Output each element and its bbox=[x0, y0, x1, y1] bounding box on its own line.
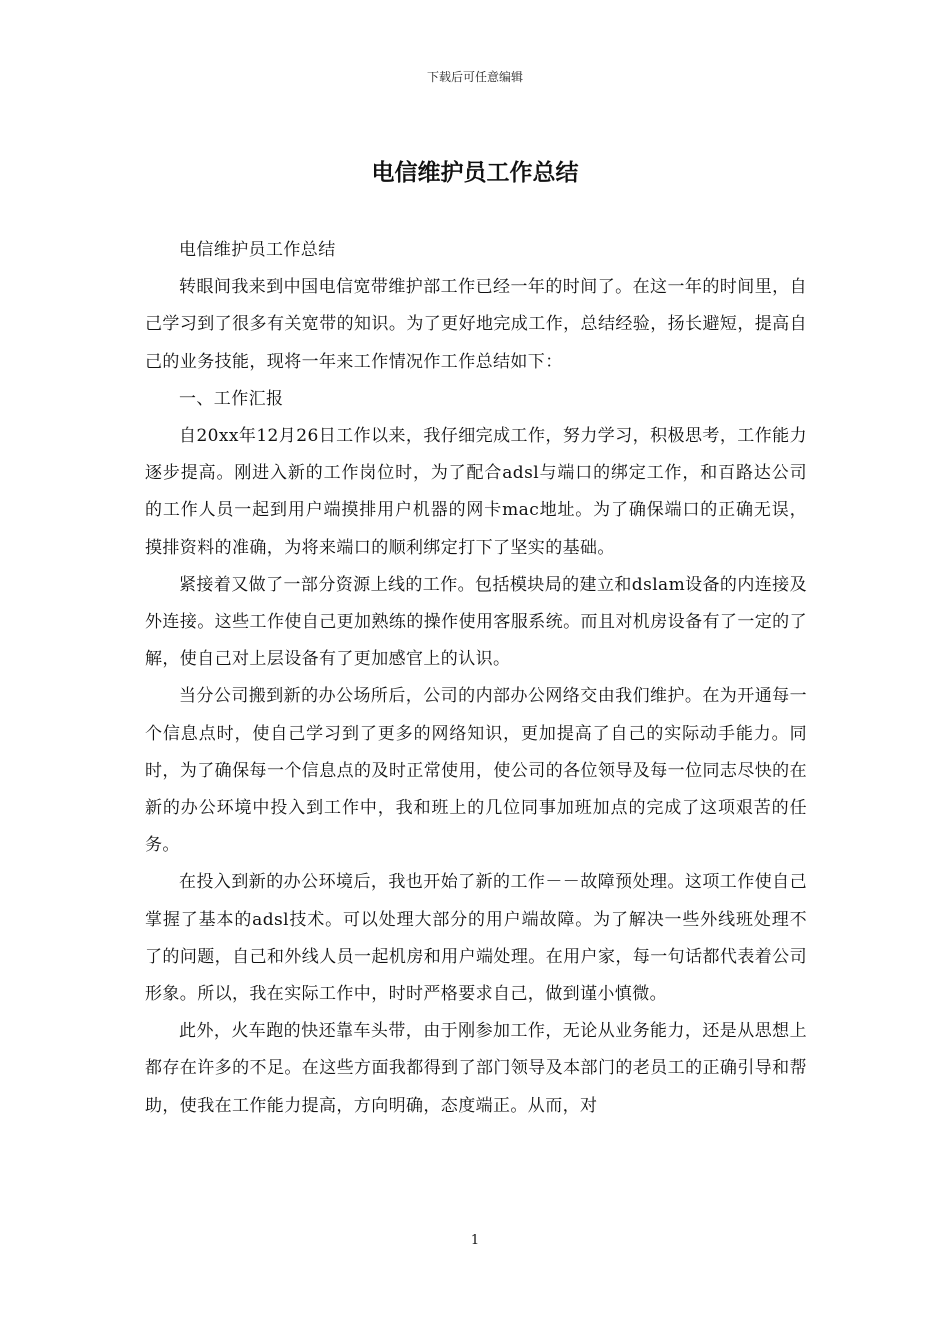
paragraph-intro: 转眼间我来到中国电信宽带维护部工作已经一年的时间了。在这一年的时间里，自己学习到了很多有关宽带的知识。为了更好地完成工作，总结经验，扬长避短，提高自己的业务技能，现将一年来工作情况作工作总结如下： bbox=[145, 277, 807, 372]
paragraph-body: 紧接着又做了一部分资源上线的工作。包括模块局的建立和dslam设备的内连接及外连接。这些工作使自己更加熟练的操作使用客服系统。而且对机房设备有了一定的了解，使自己对上层设备有了更加感官上的认识。 bbox=[145, 574, 807, 670]
paragraph-subtitle: 电信维护员工作总结 bbox=[179, 240, 336, 260]
header-note: 下载后可任意编辑 bbox=[426, 70, 523, 84]
paragraph-body: 自20xx年12月26日工作以来，我仔细完成工作，努力学习，积极思考，工作能力逐步提高。刚进入新的工作岗位时，为了配合adsl与端口的绑定工作，和百路达公司的工作人员一起到用户端摸排用户机器的网卡mac地址。为了确保端口的正确无误，摸排资料的准确，为将来端口的顺利绑定打下了坚实的基础。 bbox=[145, 426, 807, 558]
document-body bbox=[145, 232, 807, 1125]
paragraph-body: 当分公司搬到新的办公场所后，公司的内部办公网络交由我们维护。在为开通每一个信息点时，使自己学习到了更多的网络知识，更加提高了自己的实际动手能力。同时，为了确保每一个信息点的及时正常使用，使公司的各位领导及每一位同志尽快的在新的办公环境中投入到工作中，我和班上的几位同事加班加点的完成了这项艰苦的任务。 bbox=[145, 686, 807, 856]
paragraph-body: 此外，火车跑的快还靠车头带，由于刚参加工作，无论从业务能力，还是从思想上都存在许多的不足。在这些方面我都得到了部门领导及本部门的老员工的正确引导和帮助，使我在工作能力提高，方向明确，态度端正。从而，对 bbox=[145, 1021, 807, 1116]
document-title: 电信维护员工作总结 bbox=[371, 160, 579, 186]
paragraph-body: 在投入到新的办公环境后，我也开始了新的工作－－故障预处理。这项工作使自己掌握了基本的adsl技术。可以处理大部分的用户端故障。为了解决一些外线班处理不了的问题，自己和外线人员一起机房和用户端处理。在用户家，每一句话都代表着公司形象。所以，我在实际工作中，时时严格要求自己，做到谨小慎微。 bbox=[145, 872, 807, 1005]
section-heading-work-report: 一、工作汇报 bbox=[179, 388, 284, 409]
page-number: 1 bbox=[470, 1233, 480, 1248]
